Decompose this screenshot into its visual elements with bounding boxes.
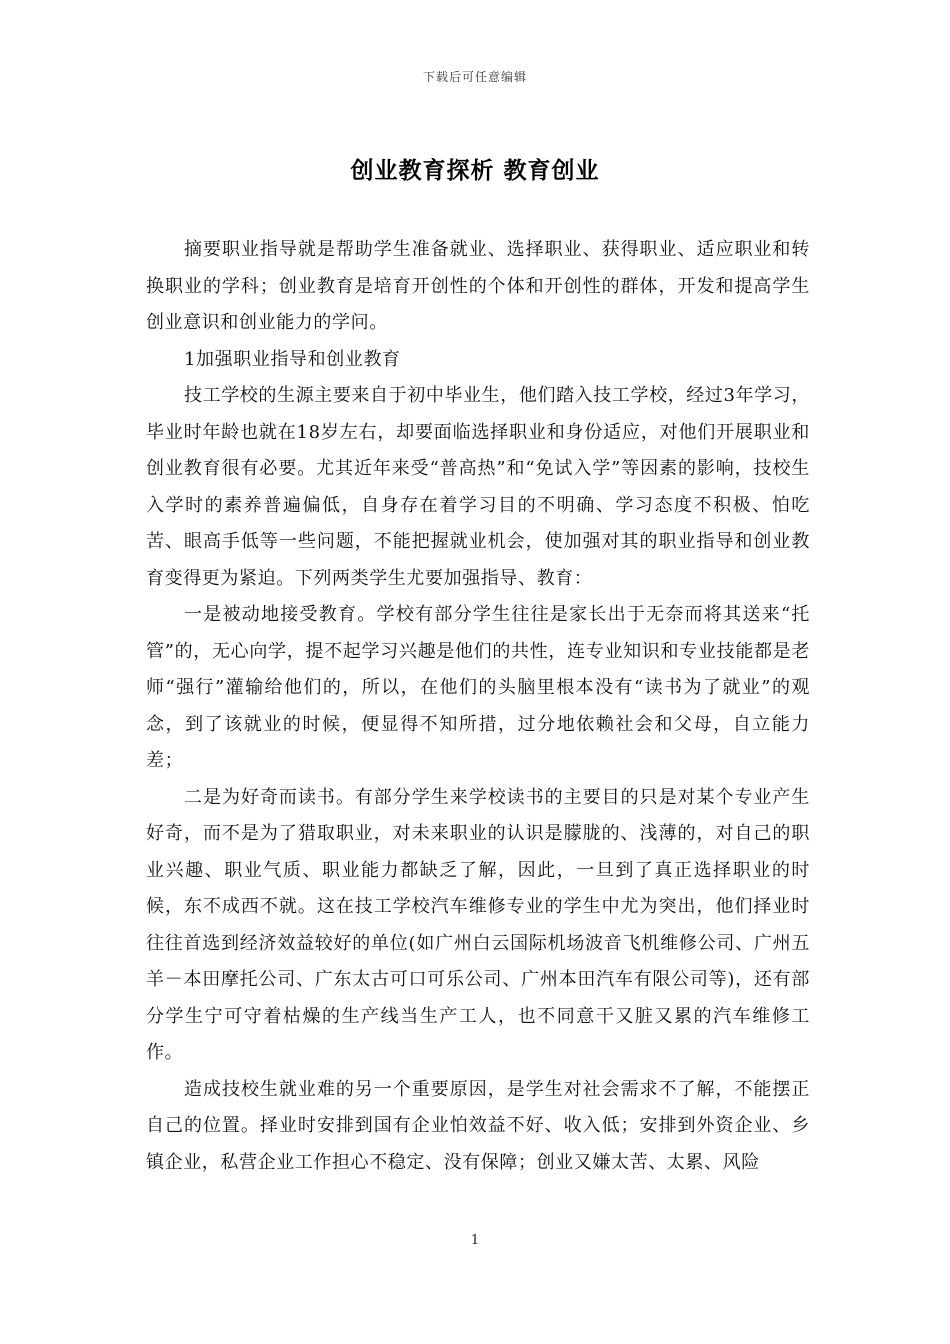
paragraph-intro: 技工学校的生源主要来自于初中毕业生，他们踏入技工学校，经过3年学习，毕业时年龄也就在18岁左右，却要面临选择职业和身份适应，对他们开展职业和创业教育很有必要。尤其近年来受“普高热”和“免试入学”等因素的影响，技校生入学时的素养普遍偏低，自身存在着学习目的不明确、学习态度不积极、怕吃苦、眼高手低等一些问题，不能把握就业机会，使加强对其的职业指导和创业教育变得更为紧迫。下列两类学生尤要加强指导、教育： [146,385,810,589]
header-note: 下载后可任意编辑 [422,70,527,84]
paragraph-point-two: 二是为好奇而读书。有部分学生来学校读书的主要目的只是对某个专业产生好奇，而不是为了猎取职业，对未来职业的认识是朦胧的、浅薄的，对自己的职业兴趣、职业气质、职业能力都缺乏了解，因此，一旦到了真正选择职业的时候，东不成西不就。这在技工学校汽车维修专业的学生中尤为突出，他们择业时往往首选到经济效益较好的单位(如广州白云国际机场波音飞机维修公司、广州五羊－本田摩托公司、广东太古可口可乐公司、广州本田汽车有限公司等)，还有部分学生宁可守着枯燥的生产线当生产工人，也不同意干又脏又累的汽车维修工作。 [146,786,810,1063]
paragraph-employment-reason: 造成技校生就业难的另一个重要原因，是学生对社会需求不了解，不能摆正自己的位置。择业时安排到国有企业怕效益不好、收入低；安排到外资企业、乡镇企业，私营企业工作担心不稳定、没有保障；创业又嫌太苦、太累、风险 [146,1078,810,1173]
page-number: 1 [470,1233,480,1248]
section-heading: 1加强职业指导和创业教育 [184,348,401,370]
paragraph-abstract: 摘要职业指导就是帮助学生准备就业、选择职业、获得职业、适应职业和转换职业的学科；创业教育是培育开创性的个体和开创性的群体，开发和提高学生创业意识和创业能力的学问。 [146,239,810,333]
document-title: 创业教育探析 教育创业 [350,157,600,184]
document-body [146,232,810,1181]
paragraph-point-one: 一是被动地接受教育。学校有部分学生往往是家长出于无奈而将其送来“托管”的，无心向学，提不起学习兴趣是他们的共性，连专业知识和专业技能都是老师“强行”灌输给他们的，所以，在他们的头脑里根本没有“读书为了就业”的观念，到了该就业的时候，便显得不知所措，过分地依赖社会和父母，自立能力差； [146,604,810,771]
